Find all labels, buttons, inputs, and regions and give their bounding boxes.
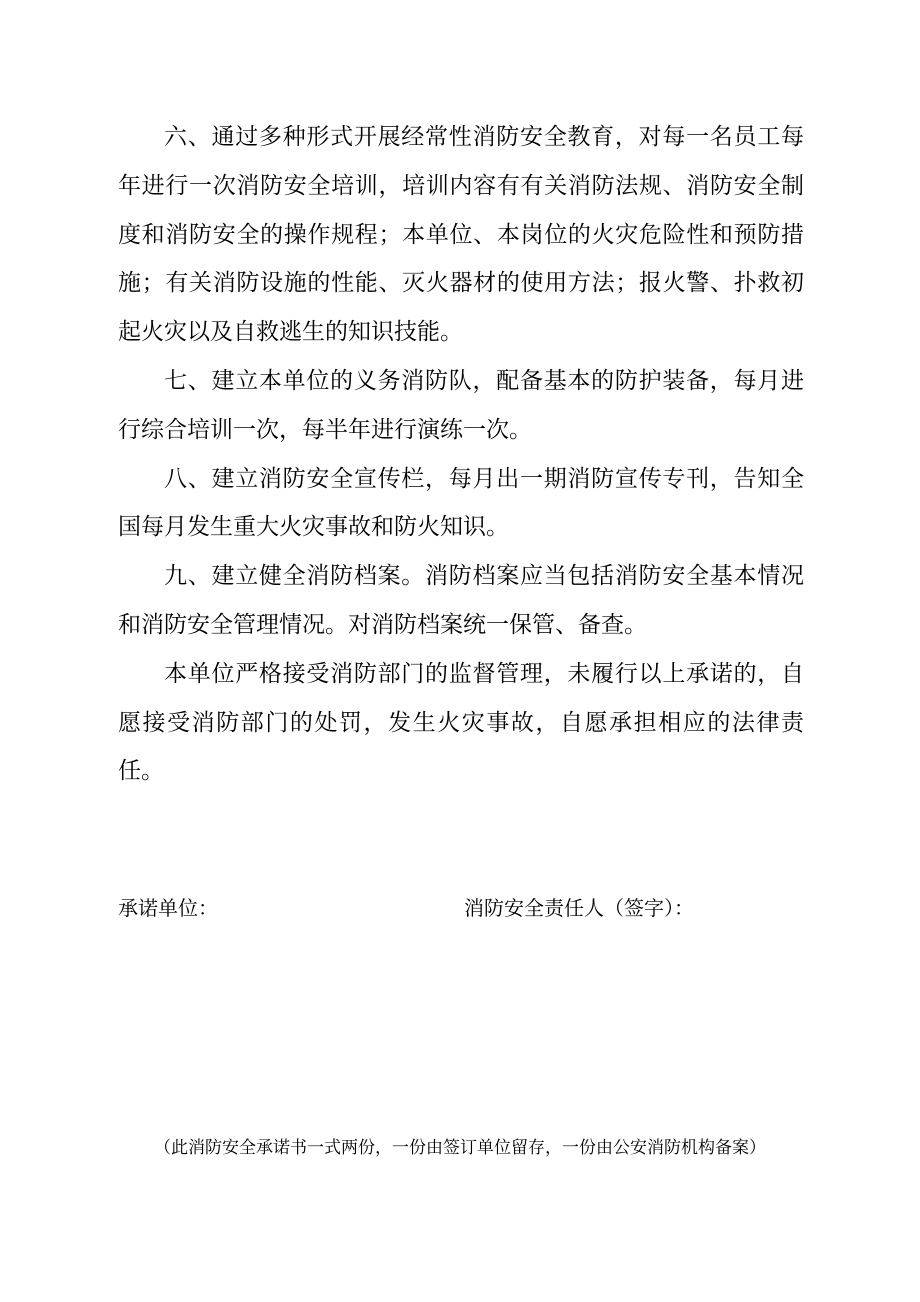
clause-seven: 七、建立本单位的义务消防队，配备基本的防护装备，每月进行综合培训一次，每半年进行演练一次。 [118,367,804,443]
signature-row [118,888,804,928]
clause-nine: 九、建立健全消防档案。消防档案应当包括消防安全基本情况和消防安全管理情况。对消防档案统一保管、备查。 [118,563,804,638]
clause-six: 六、通过多种形式开展经常性消防安全教育，对每一名员工每年进行一次消防安全培训，培训内容有有关消防法规、消防安全制度和消防安全的操作规程；本单位、本岗位的火灾危险性和预防措施；有关消防设施的性能、灭火器材的使用方法；报火警、扑救初起火灾以及自救逃生的知识技能。 [118,124,804,346]
commitment-body [118,113,804,796]
clause-eight: 八、建立消防安全宣传栏，每月出一期消防宣传专刊，告知全国每月发生重大火灾事故和防火知识。 [118,465,804,541]
copies-footnote: （此消防安全承诺书一式两份，一份由签订单位留存，一份由公安消防机构备案） [154,1138,766,1158]
committing-unit-label: 承诺单位： [118,896,218,920]
responsible-person-signature-label: 消防安全责任人（签字）： [464,896,694,920]
closing-statement: 本单位严格接受消防部门的监督管理，未履行以上承诺的，自愿接受消防部门的处罚，发生火灾事故，自愿承担相应的法律责任。 [118,660,804,785]
